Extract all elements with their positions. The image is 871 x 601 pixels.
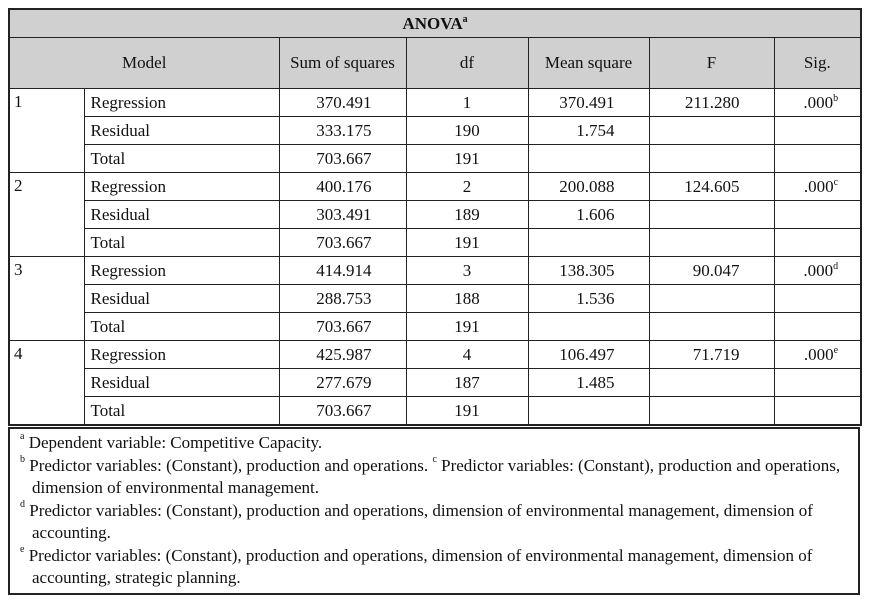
title-text: ANOVA [402,13,463,33]
df [406,145,528,173]
table-row [9,369,861,397]
df [406,285,528,313]
footnote-a [15,432,853,455]
df-value: 3 [462,260,472,280]
table-row [9,145,861,173]
header-df: df [406,38,528,89]
mean-square [528,397,649,426]
sum-of-squares-value: 400.176 [316,176,372,196]
footnote-b-c [15,455,853,500]
sig-value [774,173,861,201]
table-row [9,397,861,426]
f-value-value: 90.047 [692,260,740,280]
mean-square [528,145,649,173]
model-number [9,173,84,257]
row-label [84,313,279,341]
f-value [649,173,774,201]
f-value [649,229,774,257]
sum-of-squares [279,145,406,173]
footnote-marker: b [20,453,25,465]
sig-value [774,145,861,173]
sig-value [774,257,861,285]
table-row [9,229,861,257]
footnote-marker: b [833,92,839,104]
sig-value [774,201,861,229]
sig-value-value: .000 [803,176,834,196]
header-mean-square: Mean square [528,38,649,89]
mean-square-value: 200.088 [559,176,615,196]
footnote-marker: c [432,453,437,465]
df-value: 191 [454,232,480,252]
df [406,397,528,426]
row-label-value: Residual [90,372,150,392]
row-label-value: Total [90,400,126,420]
mean-square [528,341,649,369]
df-value: 1 [462,92,472,112]
mean-square [528,201,649,229]
footnote-marker: d [20,498,25,510]
row-label [84,89,279,117]
row-label-value: Residual [90,120,150,140]
row-label [84,341,279,369]
table-row [9,89,861,117]
f-value [649,117,774,145]
df-value: 2 [462,176,472,196]
table-row [9,341,861,369]
sum-of-squares [279,173,406,201]
sig-value [774,397,861,426]
mean-square-value: 1.754 [576,120,615,140]
footnote-marker: d [833,260,839,272]
df-value: 191 [454,316,480,336]
sum-of-squares-value: 333.175 [316,120,372,140]
df [406,369,528,397]
mean-square [528,285,649,313]
model-number-value: 2 [14,176,23,195]
table-row [9,201,861,229]
sum-of-squares-value: 703.667 [316,232,372,252]
model-number-value: 1 [14,92,23,111]
sum-of-squares [279,257,406,285]
row-label [84,369,279,397]
sum-of-squares-value: 703.667 [316,400,372,420]
f-value [649,313,774,341]
f-value-value: 211.280 [684,92,740,112]
row-label-value: Residual [90,288,150,308]
sum-of-squares-value: 370.491 [316,92,372,112]
header-sig: Sig. [774,38,861,89]
footnote-marker: c [833,176,839,188]
table-title [9,9,861,38]
f-value [649,145,774,173]
f-value [649,397,774,426]
sum-of-squares-value: 288.753 [316,288,372,308]
table-row [9,173,861,201]
row-label [84,257,279,285]
df [406,257,528,285]
row-label [84,145,279,173]
df-value: 190 [454,120,480,140]
mean-square-value: 1.606 [576,204,615,224]
f-value [649,257,774,285]
mean-square [528,313,649,341]
header-sum-of-squares: Sum of squares [279,38,406,89]
sum-of-squares [279,201,406,229]
footnote-e [15,545,853,590]
row-label-value: Total [90,232,126,252]
model-number-value: 4 [14,344,23,363]
f-value-value: 124.605 [684,176,740,196]
sum-of-squares-value: 703.667 [316,316,372,336]
f-value-value: 71.719 [692,344,740,364]
df [406,173,528,201]
sig-value [774,89,861,117]
header-f: F [649,38,774,89]
row-label-value: Regression [90,176,167,196]
sig-value-value: .000 [803,344,834,364]
row-label-value: Residual [90,204,150,224]
anova-table [8,8,862,426]
f-value [649,369,774,397]
sig-value [774,313,861,341]
sig-value [774,341,861,369]
df [406,201,528,229]
footnote-d [15,500,853,545]
sig-value [774,369,861,397]
sum-of-squares [279,341,406,369]
f-value [649,89,774,117]
sig-value [774,117,861,145]
row-label-value: Total [90,148,126,168]
f-value [649,341,774,369]
sig-value-value: .000 [803,92,834,112]
table-row [9,313,861,341]
footnote-marker: a [20,431,25,442]
mean-square [528,89,649,117]
mean-square [528,229,649,257]
sum-of-squares [279,285,406,313]
model-number-value: 3 [14,260,23,279]
df-value: 188 [454,288,480,308]
sum-of-squares-value: 277.679 [316,372,372,392]
footnote-marker: e [20,543,25,555]
sig-value [774,229,861,257]
table-row [9,257,861,285]
mean-square [528,257,649,285]
footnotes [8,427,860,595]
sum-of-squares [279,313,406,341]
f-value [649,201,774,229]
df [406,89,528,117]
df-value: 191 [454,148,480,168]
footnote-text: Predictor variables: (Constant), production and operations, dimension of environmental management. [32,455,841,497]
row-label-value: Regression [90,92,167,112]
mean-square-value: 1.536 [576,288,615,308]
df [406,313,528,341]
table-body [9,89,861,426]
model-number [9,341,84,426]
sum-of-squares [279,89,406,117]
row-label-value: Total [90,316,126,336]
sig-value [774,285,861,313]
f-value [649,285,774,313]
df [406,341,528,369]
sum-of-squares-value: 703.667 [316,148,372,168]
model-number [9,89,84,173]
df-value: 187 [454,372,480,392]
mean-square [528,173,649,201]
sum-of-squares [279,397,406,426]
mean-square-value: 1.485 [576,372,615,392]
mean-square-value: 370.491 [559,92,615,112]
footnote-text: Predictor variables: (Constant), production and operations, dimension of environmental management, dimension of accounting, strategic planning. [28,545,813,587]
sig-value-value: .000 [803,260,834,280]
table-row [9,285,861,313]
mean-square-value: 106.497 [559,344,615,364]
row-label-value: Regression [90,260,167,280]
model-number [9,257,84,341]
sum-of-squares-value: 414.914 [316,260,372,280]
header-model: Model [9,38,279,89]
row-label [84,397,279,426]
footnote-text: Predictor variables: (Constant), production and operations, dimension of environmental management, dimension of accounting. [29,500,813,542]
row-label [84,285,279,313]
footnote-marker: e [833,344,839,356]
df-value: 189 [454,204,480,224]
row-label [84,173,279,201]
sum-of-squares [279,369,406,397]
sum-of-squares-value: 425.987 [316,344,372,364]
df-value: 191 [454,400,480,420]
row-label-value: Regression [90,344,167,364]
df-value: 4 [462,344,472,364]
mean-square [528,369,649,397]
table-row [9,117,861,145]
mean-square-value: 138.305 [559,260,615,280]
df [406,229,528,257]
title-footnote-marker: a [462,13,468,25]
row-label [84,117,279,145]
footnote-text: Predictor variables: (Constant), production and operations. [29,455,433,475]
sum-of-squares-value: 303.491 [316,204,372,224]
sum-of-squares [279,117,406,145]
sum-of-squares [279,229,406,257]
footnote-text: Dependent variable: Competitive Capacity. [28,433,323,452]
row-label [84,229,279,257]
mean-square [528,117,649,145]
row-label [84,201,279,229]
df [406,117,528,145]
